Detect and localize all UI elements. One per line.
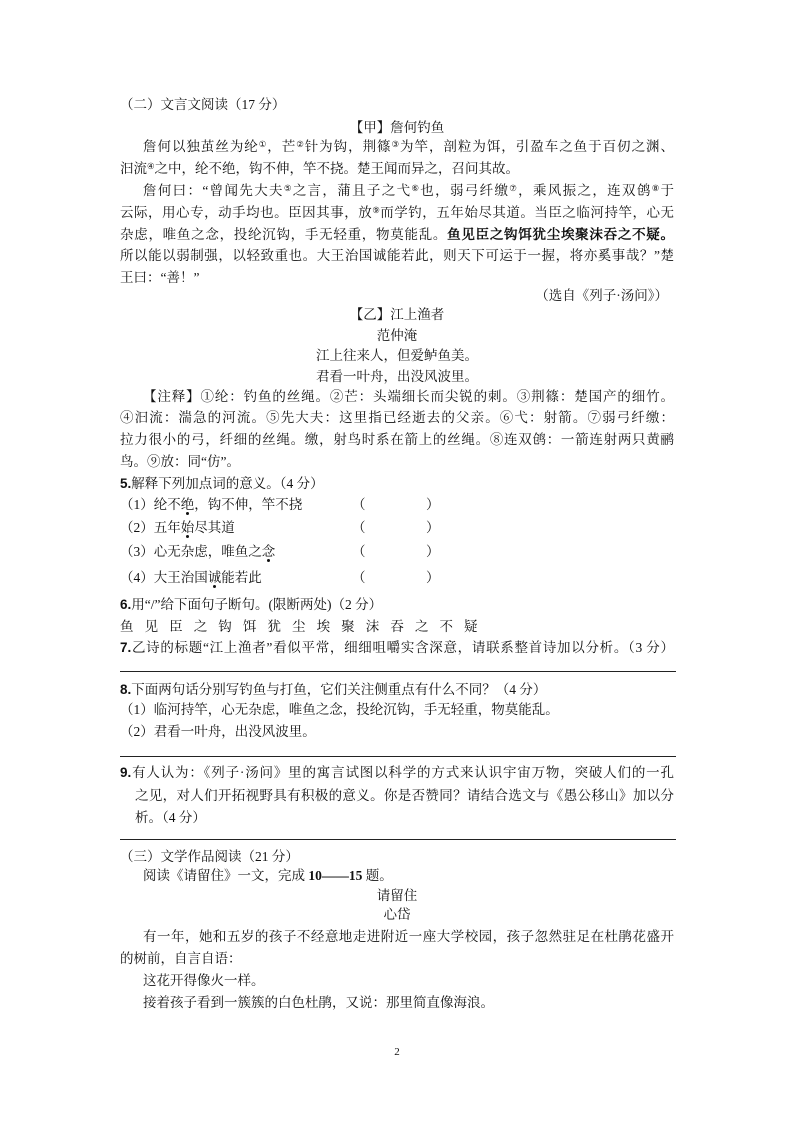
question-text: 有人认为：《列子·汤问》里的寓言试图以科学的方式来认识宇宙万物，突破人们的一孔 <box>131 765 674 780</box>
section-heading: （二）文言文阅读（17 分） <box>120 97 286 112</box>
notes-line: 鸟。⑨放：同“仿”。 <box>120 454 240 469</box>
passage-text: 云际，用心专，动手均也。臣因其事，放 <box>120 205 373 220</box>
story-line: 这花开得像火一样。 <box>143 973 265 988</box>
page-number: 2 <box>394 1046 400 1058</box>
q9-line: 析。（4 分） <box>135 810 206 825</box>
passage-text: 詹何曰：“曾闻先大夫 <box>143 183 284 198</box>
story-line: 接着孩子看到一簇簇的白色杜鹃，又说：那里简直像海浪。 <box>143 995 494 1010</box>
answer-line <box>120 671 676 672</box>
passage-text: 之中，纶不绝，钩不伸，竿不挠。楚王闻而异之，召问其故。 <box>154 161 519 176</box>
q5-item <box>120 541 674 563</box>
footnote-marker: ⑧ <box>651 183 661 193</box>
emphasized-sentence: 鱼见臣之钩饵犹尘埃聚沫吞之不疑。 <box>447 227 675 242</box>
story-line: 有一年，她和五岁的孩子不经意地走进附近一座大学校园，孩子忽然驻足在杜鹃花盛开 <box>143 929 674 944</box>
intro-range: 10——15 <box>308 868 363 883</box>
item-text: ，钩不伸，竿不挠 <box>194 497 303 512</box>
item-text: （2）五年 <box>120 520 181 535</box>
notes-line: 【注释】①纶：钓鱼的丝绳。②芒：头端细长而尖锐的刺。③荆篠：楚国产的细竹。 <box>143 389 674 404</box>
passage-text: 王曰：“善！” <box>120 270 200 285</box>
q8-sentence: （1）临河持竿，心无杂虑，唯鱼之念，投纶沉钩，手无轻重，物莫能乱。 <box>120 702 559 717</box>
question-number: 8. <box>120 682 132 697</box>
answer-bracket-close: ） <box>426 570 440 585</box>
passage-text: 杂虑，唯鱼之念，投纶沉钩，手无轻重，物莫能乱。 <box>120 227 448 242</box>
poem-author: 范仲淹 <box>376 328 418 343</box>
footnote-marker: ⑤ <box>283 183 293 193</box>
question-5 <box>120 473 674 495</box>
passage-text: 所以能以弱制强，以轻致重也。大王治国诚能若此，则天下可运于一握，将亦奚事哉？”楚 <box>120 248 674 263</box>
passage-text: 而学钓，五年始尽其道。当臣之临河持竿，心无 <box>380 205 675 220</box>
question-number: 7. <box>120 640 132 655</box>
passage-text: 为竿，剖粒为饵，引盈车之鱼于百仞之渊、 <box>400 139 675 154</box>
footnote-marker: ① <box>258 139 268 149</box>
item-text: （1）纶不 <box>120 497 181 512</box>
passage-text: ，乘风振之，连双鸧 <box>518 183 652 198</box>
item-text: （3）心无杂虑，唯鱼之 <box>120 544 262 559</box>
question-9 <box>120 762 674 784</box>
notes-line: ④汩流：湍急的河流。⑤先大夫：这里指已经逝去的父亲。⑥弋：射箭。⑦弱弓纤缴： <box>120 410 674 425</box>
intro-text <box>120 865 674 887</box>
passage-text: 针为钩，荆篠 <box>304 139 392 154</box>
section-heading: （三）文学作品阅读（21 分） <box>120 849 299 864</box>
story-title: 请留住 <box>376 888 418 903</box>
question-text: 下面两句话分别写钓鱼与打鱼，它们关注侧重点有什么不同？（4 分） <box>131 682 547 697</box>
question-text: 解释下列加点词的意义。（4 分） <box>131 476 324 491</box>
passage-line <box>120 136 674 158</box>
question-number: 6. <box>120 597 132 612</box>
item-text: 能若此 <box>221 570 262 585</box>
passage-text: 也，弱弓纤缴 <box>420 183 510 198</box>
passage-line <box>120 158 674 180</box>
footnote-marker: ③ <box>391 139 400 149</box>
footnote-marker: ⑦ <box>509 183 519 193</box>
answer-bracket-open: （ <box>352 570 366 585</box>
footnote-marker: ⑥ <box>411 183 421 193</box>
poem-line: 江上往来人，但爱鲈鱼美。 <box>316 348 478 363</box>
footnote-marker: ② <box>296 139 305 149</box>
poem-title: 【乙】江上渔者 <box>349 307 445 322</box>
emphasis-char: 诚 <box>208 567 222 589</box>
question-text: 用“/”给下面句子断句。(限断两处)（2 分） <box>131 597 383 612</box>
item-text: （4）大王治国 <box>120 570 208 585</box>
question-8 <box>120 679 674 701</box>
passage-text: ，芒 <box>267 139 297 154</box>
question-7 <box>120 637 674 659</box>
answer-bracket-close: ） <box>426 497 440 512</box>
answer-bracket-close: ） <box>426 520 440 535</box>
question-number: 9. <box>120 765 132 780</box>
story-line: 的树前，自言自语： <box>120 951 242 966</box>
passage-text: 詹何以独茧丝为纶 <box>143 139 259 154</box>
passage-text: 之言，蒲且子之弋 <box>292 183 412 198</box>
passage-line <box>120 224 674 246</box>
q9-line: 之见，对人们开拓视野具有积极的意义。你是否赞同？请结合选文与《愚公移山》加以分 <box>135 788 674 803</box>
story-author: 心岱 <box>383 907 411 922</box>
question-text: 乙诗的标题“江上渔者”看似平常，细细咀嚼实含深意，请联系整首诗加以分析。（3 分） <box>131 640 674 655</box>
answer-bracket-open: （ <box>352 544 366 559</box>
emphasis-char: 念 <box>262 541 276 563</box>
q8-sentence: （2）君看一叶舟，出没风波里。 <box>120 724 316 739</box>
question-6 <box>120 594 674 616</box>
footnote-marker: ⑨ <box>372 205 381 215</box>
footnote-marker: ④ <box>147 161 155 171</box>
answer-bracket-open: （ <box>352 520 366 535</box>
passage-line <box>120 245 674 267</box>
notes-line: 拉力很小的弓，纤细的丝绳。缴，射鸟时系在箭上的丝绳。⑧连双鸧：一箭连射两只黄鹂 <box>120 432 674 447</box>
answer-bracket-open: （ <box>352 497 366 512</box>
emphasis-char: 绝 <box>181 494 195 516</box>
source-citation: （选自《列子·汤问》） <box>535 288 668 303</box>
q5-item <box>120 494 674 516</box>
q5-item <box>120 567 674 589</box>
question-number: 5. <box>120 476 132 491</box>
passage-title: 【甲】詹何钓鱼 <box>349 120 445 135</box>
answer-bracket-close: ） <box>426 544 440 559</box>
passage-text: 于 <box>660 183 675 198</box>
poem-line: 君看一叶舟，出没风波里。 <box>316 369 478 384</box>
passage-line <box>120 180 674 202</box>
intro-text-part: 阅读《请留住》一文，完成 <box>143 868 309 883</box>
passage-text: 汩流 <box>120 161 147 176</box>
q5-item <box>120 517 674 539</box>
passage-line <box>120 202 674 224</box>
item-text: 尽其道 <box>194 520 235 535</box>
emphasis-char: 始 <box>181 517 195 539</box>
q6-sentence: 鱼 见 臣 之 钩 饵 犹 尘 埃 聚 沫 吞 之 不 疑 <box>120 619 478 634</box>
answer-line <box>120 839 676 840</box>
answer-line <box>120 756 676 757</box>
intro-text-part: 题。 <box>362 868 393 883</box>
